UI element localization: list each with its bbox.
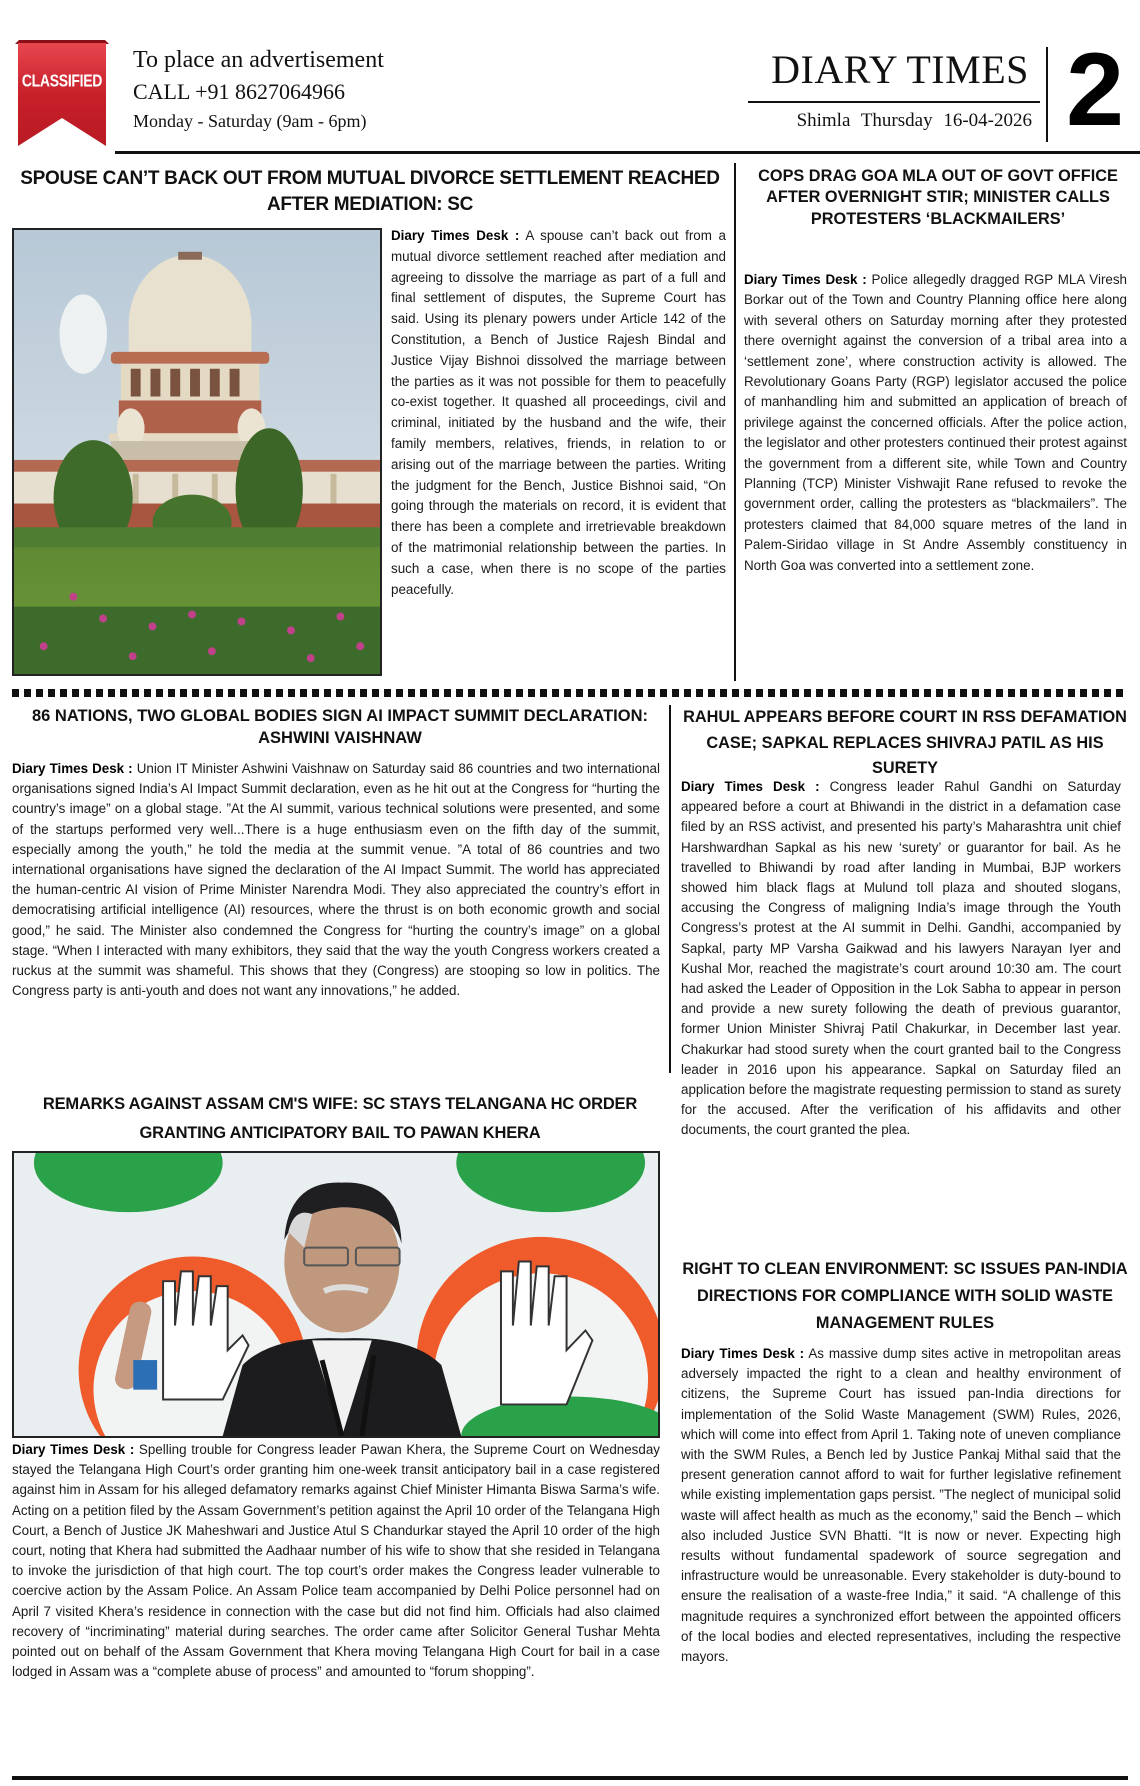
article-headline: RAHUL APPEARS BEFORE COURT IN RSS DEFAMATION CASE; SAPKAL REPLACES SHIVRAJ PATIL AS HIS SURETY <box>683 708 1127 777</box>
article-byline: Diary Times Desk : <box>744 272 867 287</box>
newspaper-title: DIARY TIMES <box>771 47 1029 92</box>
ad-phone: CALL +91 8627064966 <box>133 79 346 104</box>
article-byline: Diary Times Desk : <box>12 1442 135 1457</box>
page-bottom-rule <box>12 1776 1128 1780</box>
article-text: Congress leader Rahul Gandhi on Saturday appeared before a court at Bhiwandi in the district in a defamation case filed by an RSS activist, and presented his party’s Maharashtra unit chief Harshwardhan Sapkal as his new ‘surety’ or guarantor for bail. As he travelled to Bhiwandi by road after landing in Mumbai, BJP workers showed him black flags at Mulund toll plaza and shouted slogans, accusing the Congress of maligning India’s image through the Youth Congress’s protest at the AI summit in Delhi. Gandhi, accompanied by Sapkal, party MP Varsha Gaikwad and his lawyers Narayan Iyer and Kushal Mor, reached the magistrate’s court around 10:30 am. The court had asked the Leader of Opposition in the Lok Sabha to appear in person and provide a new surety following the death of previous guarantor, former Union Minister Shivraj Patil Chakurkar, in December last year. Chakurkar had stood surety when the court granted bail to the Congress leader in 2016 upon his appearance. Sapkal on Saturday filed an application before the magistrate requesting permission to stand as surety for the accused. After the verification of his affidavits and other documents, the court granted the plea. <box>681 779 1121 1138</box>
article-body <box>12 1440 660 1682</box>
article-headline: COPS DRAG GOA MLA OUT OF GOVT OFFICE AFTER OVERNIGHT STIR; MINISTER CALLS PROTESTERS ‘BLACKMAILERS’ <box>758 167 1118 228</box>
article-text: A spouse can’t back out from a mutual divorce settlement reached after mediation and agreeing to dissolve the marriage as part of a full and final settlement of disputes, the Supreme Court has said. Using its plenary powers under Article 142 of the Constitution, a Bench of Justice Rajesh Bindal and Justice Vijay Bishnoi dissolved the marriage between the parties as it was not possible for them to peacefully co-exist together. It quashed all proceedings, civil and criminal, initiated by the husband and the wife, their family members, relatives, friends, in relation to or arising out of the marriage between the parties. Writing the judgment for the Bench, Justice Bishnoi said, “On going through the materials on record, it is evident that there has been a complete and irretrievable breakdown of the matrimonial relationship between the parties. In such a case, when there is no scope of the parties peacefully. <box>391 228 727 597</box>
supreme-court-photo <box>12 228 382 676</box>
ad-hours: Monday - Saturday (9am - 6pm) <box>133 111 367 131</box>
classified-label: CLASSIFIED <box>21 70 103 90</box>
masthead-rule <box>115 151 1140 154</box>
edition-date: 16-04-2026 <box>943 110 1032 131</box>
column-divider <box>734 163 736 681</box>
edition-info <box>740 110 1032 132</box>
masthead-divider <box>1046 47 1048 142</box>
article-byline: Diary Times Desk : <box>681 779 820 794</box>
advertisement-info <box>133 46 384 133</box>
article-body <box>744 270 1127 576</box>
article-text: Union IT Minister Ashwini Vaishnaw on Saturday said 86 countries and two international organisations signed India’s AI Impact Summit declaration, even as he hit out at the Congress for “hurting the country’s image” on a global stage. ”At the AI summit, various technical solutions were presented, and some of the startups performed very well...There is a huge enthusiasm even on the fifth day of the summit, especially among the youth,” he told the media at the summit venue. ”A total of 86 countries and two international organisations have signed the declaration of the AI Impact Summit. The world has appreciated the human-centric AI vision of Prime Minister Narendra Modi. They also appreciated the country’s effort in democratising artificial intelligence (AI) resources, where the thrust is on both economic growth and social good,” he said. The Minister also condemned the Congress for “hurting the country’s image” on a global stage. “When I interacted with many exhibitors, they said that the way the youth Congress workers created a ruckus at the summit was shameful. This shows that they (Congress) are stooping so low in politics. The Congress party is anti-youth and does not want any innovations,” he added. <box>12 761 660 999</box>
article-text: As massive dump sites active in metropolitan areas adversely impacted the right to a clean and healthy environment of citizens, the Supreme Court has issued pan-India directions for implementation of the Solid Waste Management (SWM) Rules, 2026, which will come into effect from April 1. Taking note of uneven compliance with the SWM Rules, a Bench led by Justice Pankaj Mithal said that the present generation cannot afford to wait for further legislative refinement while existing implementation gaps persist. ”The neglect of municipal solid waste will affect health as much as the economy,” said the Bench – which also included Justice SVN Bhatti. “It is now or never. Expecting high results without fundamental spadework of source segregation and infrastructure would be unreasonable. Every stakeholder is duty-bound to ensure the realisation of a waste-free India,” it said. “A challenge of this magnitude requires a synchronized effort between the appointed officers of the local bodies and elected representatives, including the respective mayors. <box>681 1346 1121 1665</box>
article-text: Spelling trouble for Congress leader Pawan Khera, the Supreme Court on Wednesday stayed the Telangana High Court’s order granting him one-week transit anticipatory bail in a case registered against him in Assam for his alleged defamatory remarks against Chief Minister Himanta Biswa Sarma’s wife. Acting on a petition filed by the Assam Government’s petition against the April 10 order of the Telangana High Court, a Bench of Justice JK Maheshwari and Justice Atul S Chandurkar stayed the April 10 order of the high court, noting that Khera had submitted the Aadhaar number of his wife to show that she resided in Telangana to invoke the jurisdiction of that high court. The top court’s order makes the Congress leader vulnerable to coercive action by the Assam Police. An Assam Police team accompanied by Delhi Police personnel had on April 7 visited Khera’s residence in connection with the case but did not find him. Officials had also claimed recovery of “incriminating” material during searches. The order came after Solicitor General Tushar Mehta pointed out on behalf of the Assam Government that Khera moving Telangana High Court for bail in a case lodged in Assam was a “complete abuse of process” and amounted to “forum shopping”. <box>12 1442 660 1680</box>
article-byline: Diary Times Desk : <box>391 228 520 243</box>
classified-ribbon-icon <box>15 40 109 148</box>
article-headline: 86 NATIONS, TWO GLOBAL BODIES SIGN AI IMPACT SUMMIT DECLARATION: ASHWINI VAISHNAW <box>32 707 648 747</box>
masthead <box>0 0 1140 155</box>
ad-heading: To place an advertisement <box>133 47 384 73</box>
edition-city: Shimla <box>796 110 851 131</box>
article-headline: REMARKS AGAINST ASSAM CM'S WIFE: SC STAYS TELANGANA HC ORDER GRANTING ANTICIPATORY BAIL TO PAWAN KHERA <box>42 1095 638 1142</box>
article-headline: RIGHT TO CLEAN ENVIRONMENT: SC ISSUES PAN-INDIA DIRECTIONS FOR COMPLIANCE WITH SOLID WASTE MANAGEMENT RULES <box>682 1260 1128 1332</box>
edition-day: Thursday <box>860 110 933 131</box>
article-byline: Diary Times Desk : <box>681 1346 805 1361</box>
article-body <box>12 759 660 1001</box>
article-text: Police allegedly dragged RGP MLA Viresh Borkar out of the Town and Country Planning office here along with several others on Saturday morning after they protested there overnight against the conversion of a tribal area into a ‘settlement zone’, where construction activity is allowed. The Revolutionary Goans Party (RGP) legislator accused the police of manhandling him and submitted an application of breach of privilege against the concerned officials. After the police action, the legislator and other protesters continued their protest against the government from a different site, while Town and Country Planning (TCP) Minister Vishwajit Rane refused to revoke the government order, calling the protesters as “blackmailers”. The protesters claimed that 84,000 square metres of the land in Palem-Siridao village in St Andre Assembly constituency in North Goa was converted into a settlement zone. <box>744 272 1127 573</box>
column-divider <box>669 705 671 1073</box>
section-separator <box>12 689 1128 697</box>
article-headline: SPOUSE CAN’T BACK OUT FROM MUTUAL DIVORCE SETTLEMENT REACHED AFTER MEDIATION: SC <box>20 168 720 215</box>
title-divider <box>748 101 1040 103</box>
article-byline: Diary Times Desk : <box>12 761 133 776</box>
page-number: 2 <box>1066 32 1124 148</box>
press-conference-photo <box>12 1151 660 1438</box>
article-body <box>681 777 1121 1141</box>
article-body <box>391 226 726 600</box>
article-body <box>681 1344 1121 1667</box>
